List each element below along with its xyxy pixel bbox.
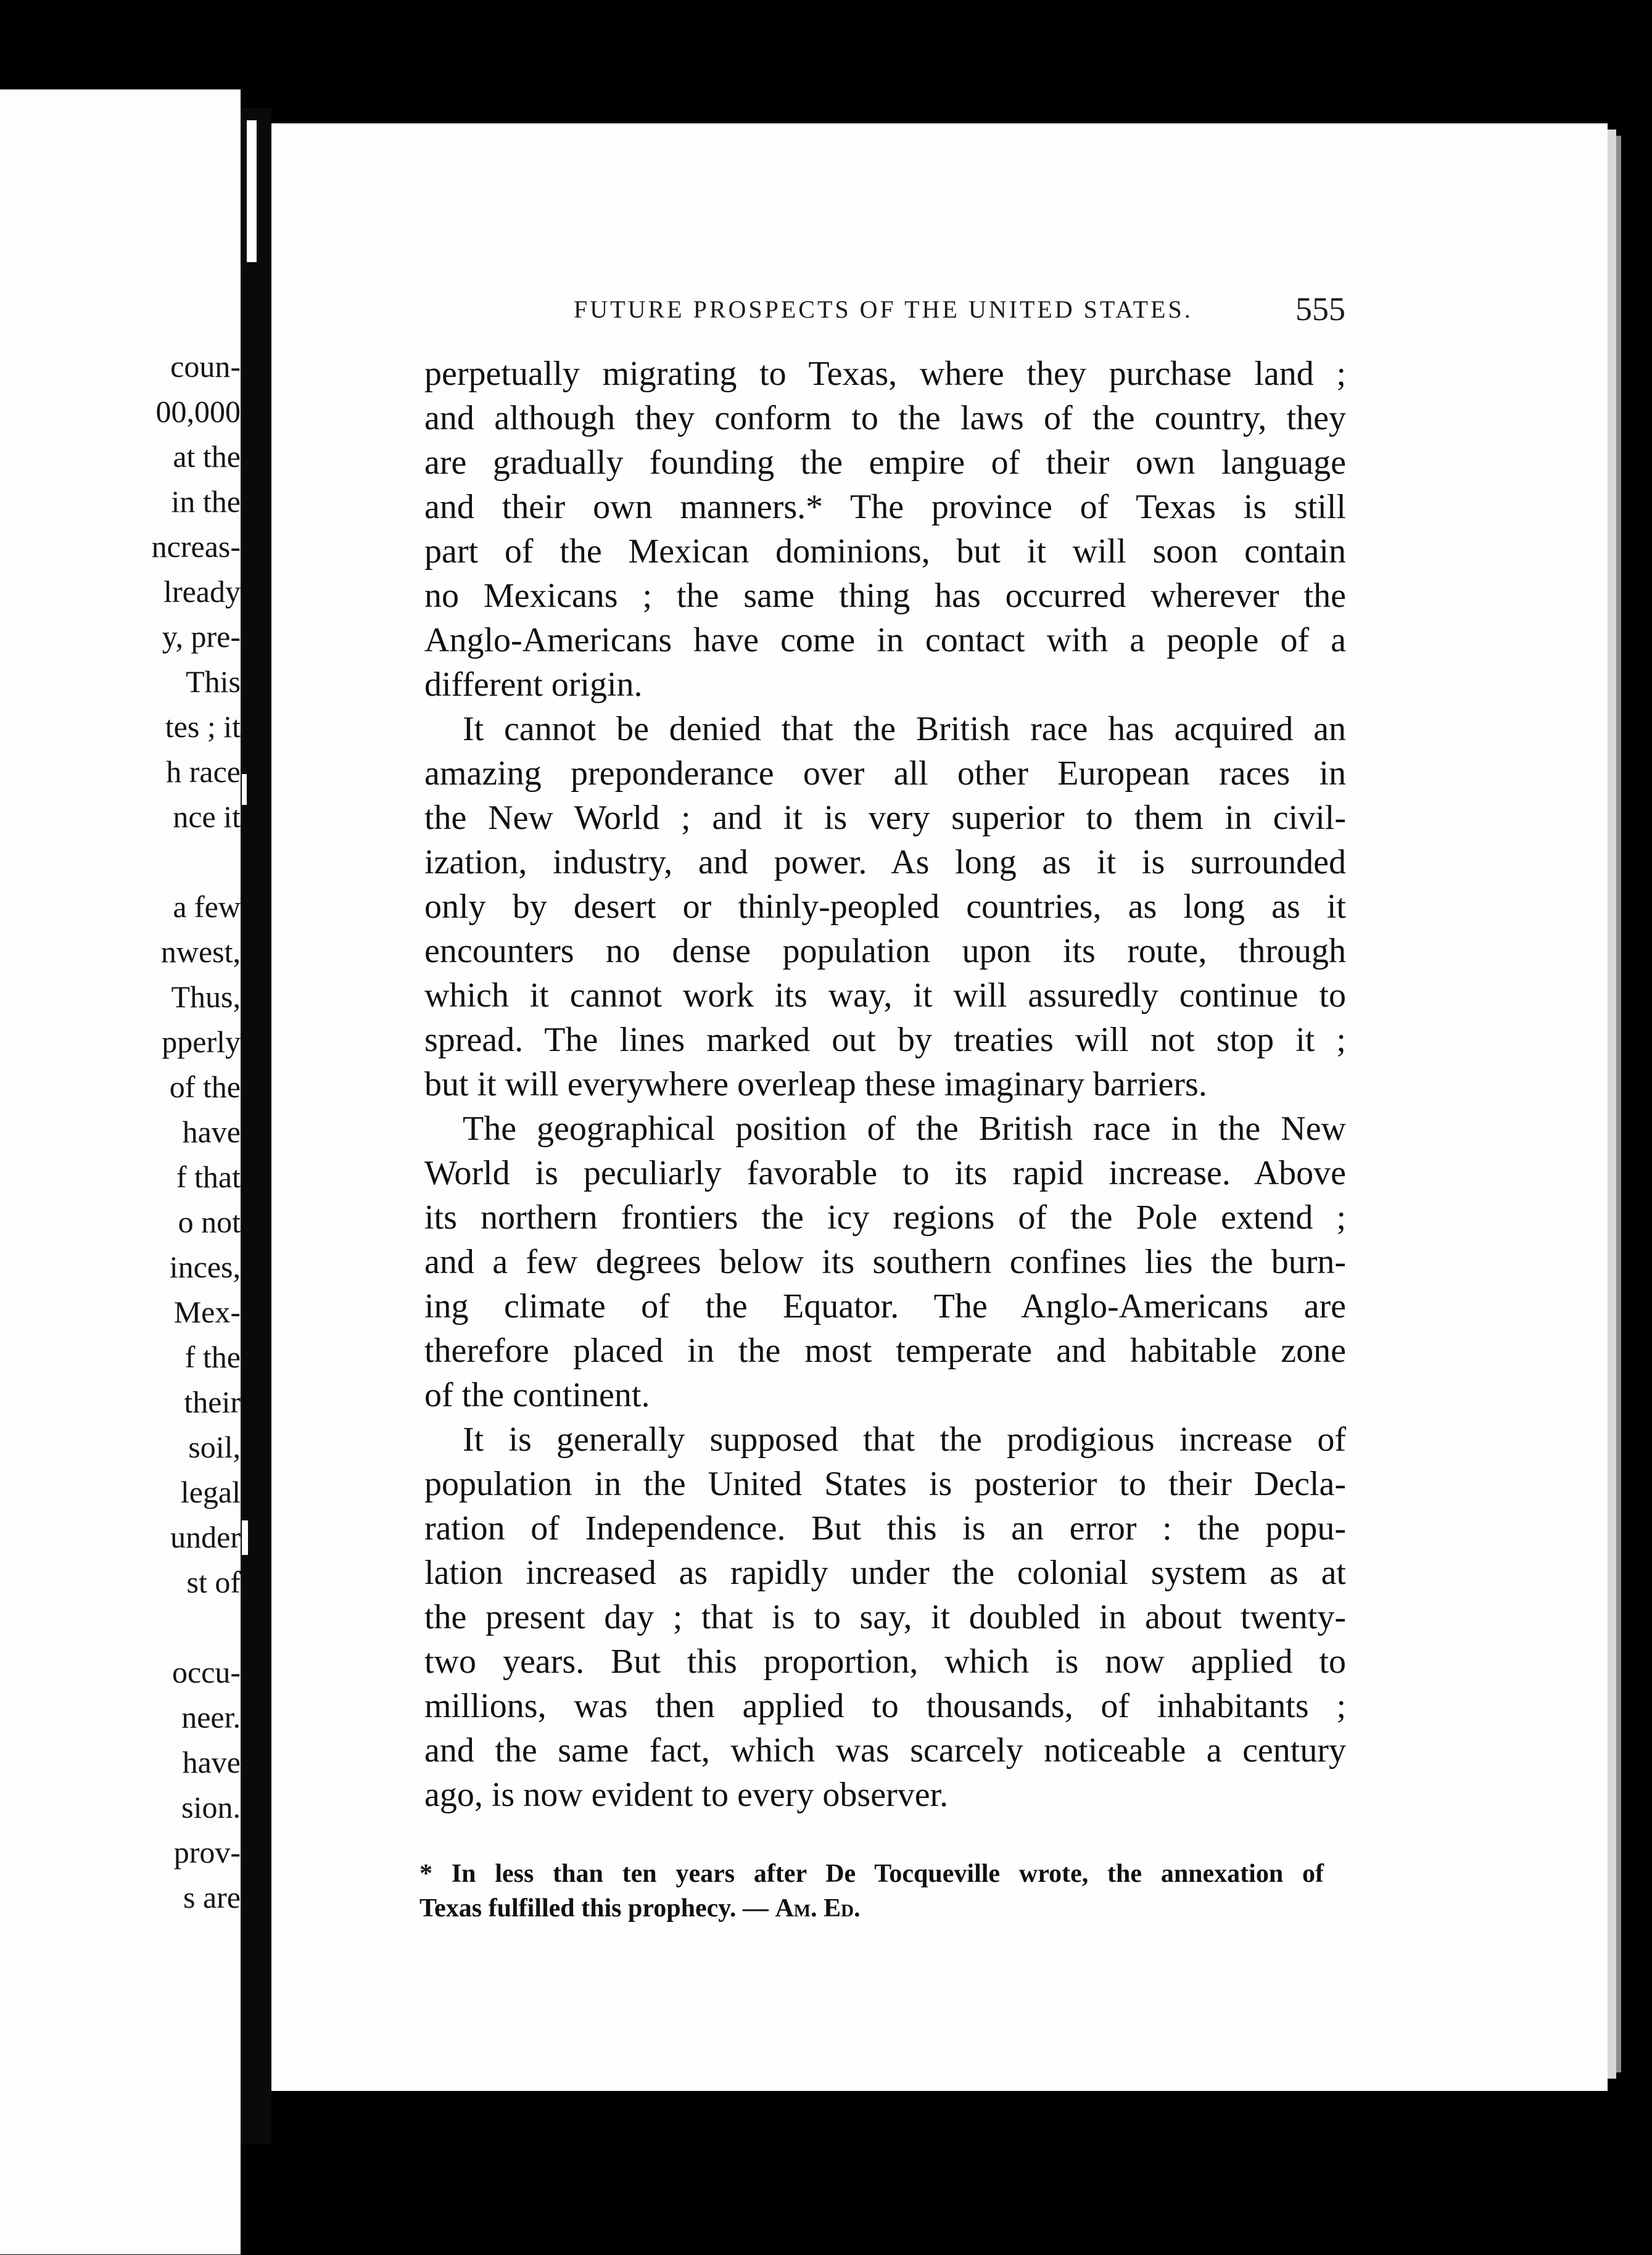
left-page-fragment: nce it	[173, 799, 241, 834]
left-page-fragment: have	[182, 1745, 241, 1779]
text-line: different origin.	[424, 666, 643, 704]
text-line: part of the Mexican dominions, but it will soon contain	[424, 532, 1346, 571]
text-line: millions, was then applied to thousands, of inhabitants ;	[424, 1687, 1346, 1725]
book-gutter	[241, 108, 271, 2143]
gutter-mark	[242, 774, 247, 805]
text-line: the New World ; and it is very superior to them in civil-	[424, 799, 1346, 837]
left-page-fragment: s are	[183, 1880, 241, 1915]
text-line: ago, is now evident to every observer.	[424, 1776, 949, 1814]
left-page-fragment: Mex-	[173, 1295, 241, 1329]
left-page-fragment: prov-	[173, 1835, 241, 1870]
left-page-fragment: coun-	[170, 349, 241, 384]
text-line: the present day ; that is to say, it doubled in about twenty-	[424, 1598, 1346, 1636]
paragraph	[424, 707, 1346, 1107]
text-line: and their own manners.* The province of Texas is still	[424, 488, 1346, 526]
footnote-text: Texas fulfilled this prophecy. —	[419, 1894, 769, 1923]
text-line: population in the United States is posterior to their Decla-	[424, 1465, 1346, 1503]
left-page-fragment: at the	[173, 439, 241, 474]
text-line: amazing preponderance over all other European races in	[424, 754, 1346, 793]
gutter-mark	[247, 120, 257, 262]
left-page-fragment: in the	[171, 484, 241, 519]
text-line: World is peculiarly favorable to its rapid increase. Above	[424, 1154, 1346, 1192]
page-edge	[1608, 130, 1616, 2079]
left-page-fragment: ncreas-	[151, 529, 241, 564]
left-page-fragment: This	[186, 664, 241, 699]
left-page-fragment: neer.	[181, 1700, 241, 1734]
paragraph	[424, 1107, 1346, 1417]
text-line: but it will everywhere overleap these imaginary barriers.	[424, 1065, 1207, 1103]
left-page-fragment: inces,	[169, 1250, 241, 1284]
text-line: which it cannot work its way, it will assuredly continue to	[424, 976, 1346, 1015]
left-page-fragment: Thus,	[171, 979, 241, 1014]
left-page-fragment: their	[184, 1385, 241, 1419]
text-line: its northern frontiers the icy regions of the Pole extend ;	[424, 1198, 1346, 1237]
page-edge-shadow	[1616, 136, 1621, 2072]
text-line: of the continent.	[424, 1376, 650, 1414]
left-page-fragment: lready	[163, 574, 241, 609]
left-page-fragment: st of	[186, 1565, 241, 1599]
footnote-line	[419, 1891, 1324, 1926]
running-title: FUTURE PROSPECTS OF THE UNITED STATES.	[574, 295, 1193, 323]
left-facing-page	[0, 89, 241, 2254]
text-line: are gradually founding the empire of their own language	[424, 443, 1346, 482]
text-line: therefore placed in the most temperate and habitable zone	[424, 1332, 1346, 1370]
left-page-fragment: soil,	[188, 1430, 241, 1464]
text-line: two years. But this proportion, which is now applied to	[424, 1643, 1346, 1681]
left-page-fragment: tes ; it	[165, 709, 241, 744]
left-page-fragment: a few	[173, 889, 241, 924]
text-line: and although they conform to the laws of the country, they	[424, 399, 1346, 437]
footnote-signature: Am. Ed.	[775, 1894, 861, 1923]
gutter-mark	[242, 1520, 248, 1555]
text-line: ration of Independence. But this is an error : the popu-	[424, 1509, 1346, 1548]
text-line: and a few degrees below its southern confines lies the burn-	[424, 1243, 1346, 1281]
text-line: Anglo-Americans have come in contact with a people of a	[424, 621, 1346, 659]
body-text	[424, 352, 1346, 1817]
left-page-fragment: f that	[176, 1160, 241, 1194]
text-line: no Mexicans ; the same thing has occurred wherever the	[424, 577, 1346, 615]
left-page-fragment: 00,000	[155, 394, 241, 429]
left-page-fragment: h race	[166, 754, 241, 789]
left-page-fragment: under	[170, 1520, 241, 1554]
text-line: It is generally supposed that the prodigious increase of	[463, 1420, 1346, 1459]
paragraph	[424, 1417, 1346, 1817]
paragraph	[424, 352, 1346, 707]
left-page-fragment: nwest,	[160, 934, 241, 969]
text-line: ization, industry, and power. As long as it is surrounded	[424, 843, 1346, 881]
text-line: ing climate of the Equator. The Anglo-Americans are	[424, 1287, 1346, 1325]
footnote-line: * In less than ten years after De Tocqueville wrote, the annexation of	[419, 1860, 1324, 1888]
text-line: The geographical position of the British race in the New	[463, 1110, 1346, 1148]
left-page-fragment: y, pre-	[162, 619, 241, 654]
footnote	[419, 1857, 1324, 1926]
text-line: spread. The lines marked out by treaties will not stop it ;	[424, 1021, 1346, 1059]
page-number: 555	[1295, 291, 1345, 328]
text-line: encounters no dense population upon its route, through	[424, 932, 1346, 970]
text-line: It cannot be denied that the British race has acquired an	[463, 710, 1346, 748]
left-page-fragment: legal	[180, 1475, 241, 1509]
text-line: perpetually migrating to Texas, where they purchase land ;	[424, 355, 1346, 393]
left-page-fragment: have	[182, 1115, 241, 1149]
left-page-fragment: occu-	[171, 1655, 241, 1689]
left-page-fragment: o not	[178, 1205, 241, 1239]
text-line: only by desert or thinly-peopled countries, as long as it	[424, 888, 1346, 926]
left-page-fragment: sion.	[181, 1790, 241, 1824]
text-line: lation increased as rapidly under the colonial system as at	[424, 1554, 1346, 1592]
left-page-fragment: pperly	[162, 1024, 241, 1059]
left-page-fragment: f the	[184, 1340, 241, 1374]
text-line: and the same fact, which was scarcely noticeable a century	[424, 1731, 1346, 1770]
left-page-fragment: of the	[169, 1070, 241, 1104]
